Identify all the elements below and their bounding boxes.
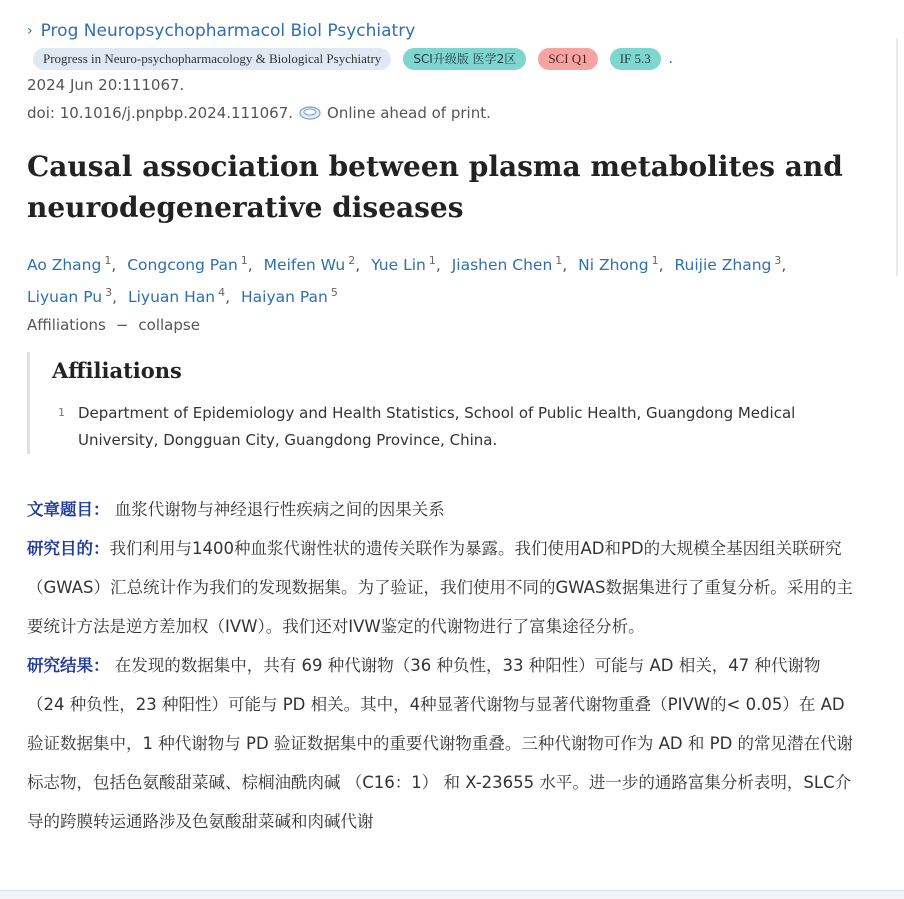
- author-link[interactable]: Congcong Pan $^1$: [127, 254, 248, 275]
- affiliations-panel: [27, 352, 830, 454]
- article-title: Causal association between plasma metabolites and neurodegenerative diseases: [27, 150, 843, 224]
- bottom-bar: [0, 890, 904, 899]
- author-link[interactable]: Ao Zhang $^1$: [27, 254, 112, 275]
- author-link[interactable]: Yue Lin $^1$: [371, 254, 436, 275]
- collapse-dash-icon: −: [115, 316, 129, 334]
- summary-result: [27, 646, 857, 841]
- journal-tags: [33, 48, 673, 70]
- doi-line: [27, 104, 491, 122]
- summary-result-text: 在发现的数据集中，共有 69 种代谢物（36 种负性，33 种阳性）可能与 AD 相关，47 种代谢物（24 种负性，23 种阳性）可能与 PD 相关。其中，4种显著代谢物与显著代谢物重叠（PIVW的< 0.05）在 AD 验证数据集中，1 种代谢物与 PD 验证数据集中的重要代谢物重叠。三种代谢物可作为 AD 和 PD 的常见潜在代谢标志物，包括色氨酸甜菜碱、棕榈油酰肉碱 （C16：1） 和 X-23655 水平。进一步的通路富集分析表明，SLC介导的跨膜转运通路涉及色氨酸甜菜碱和肉碱代谢: [27, 656, 854, 831]
- author-link[interactable]: Liyuan Pu $^3$: [27, 286, 113, 307]
- scrollbar-track[interactable]: [896, 38, 898, 276]
- summary-aim-text: 我们利用与1400种血浆代谢性状的遗传关联作为暴露。我们使用AD和PD的大规模全基因组关联研究（GWAS）汇总统计作为我们的发现数据集。为了验证，我们使用不同的GWAS数据集进行了重复分析。采用的主要统计方法是逆方差加权（IVW）。我们还对IVW鉴定的代谢物进行了富集途径分析。: [27, 539, 853, 636]
- sci-quartile-badge: SCI Q1: [538, 48, 597, 70]
- journal-name[interactable]: Prog Neuropsychopharmacol Biol Psychiatry: [40, 21, 416, 41]
- summary-title-label: 文章题目：: [27, 500, 110, 519]
- author-link[interactable]: Jiashen Chen $^1$: [451, 254, 563, 275]
- affiliations-toggle[interactable]: [27, 316, 200, 334]
- publication-status: Online ahead of print.: [327, 104, 491, 122]
- author-link[interactable]: Meifen Wu $^2$: [263, 254, 356, 275]
- summary-title-text: 血浆代谢物与神经退行性疾病之间的因果关系: [114, 500, 445, 519]
- chevron-right-icon: ›: [27, 23, 33, 39]
- affiliation-number: 1: [58, 406, 65, 419]
- author-link[interactable]: Ni Zhong $^1$: [578, 254, 659, 275]
- author-link[interactable]: Liyuan Han $^4$: [127, 286, 226, 307]
- doi-link[interactable]: doi: 10.1016/j.pnpbp.2024.111067.: [27, 104, 294, 122]
- affiliations-toggle-label: Affiliations: [27, 316, 106, 334]
- summary-title: [27, 490, 857, 529]
- impact-factor-badge: IF 5.3: [610, 48, 661, 70]
- sci-upgrade-badge: SCI升级版 医学2区: [403, 48, 526, 70]
- summary-result-label: 研究结果：: [27, 656, 110, 675]
- publication-date: 2024 Jun 20:111067.: [27, 76, 185, 94]
- affiliation-text: Department of Epidemiology and Health Statistics, School of Public Health, Guangdong Medical University, Dongguan City, Guangdong Province, China.: [78, 404, 796, 449]
- online-status-icon: [299, 106, 321, 120]
- summary-aim-label: 研究目的：: [27, 539, 110, 558]
- collapse-label: collapse: [138, 316, 200, 334]
- tags-trailing-dot: .: [668, 50, 673, 67]
- author-link[interactable]: Haiyan Pan $^5$: [241, 286, 338, 307]
- journal-full-name-badge: Progress in Neuro-psychopharmacology & Biological Psychiatry: [33, 48, 391, 70]
- author-link[interactable]: Ruijie Zhang $^3$: [674, 254, 782, 275]
- summary-aim: [27, 529, 857, 646]
- journal-link[interactable]: [27, 21, 415, 41]
- chinese-summary: [27, 490, 857, 841]
- author-list: Ao Zhang $^1$, Congcong Pan $^1$, Meifen Wu $^2$, Yue Lin $^1$, Jiashen Chen $^1$, Ni Zhong $^1$, Ruijie Zhang $^3$, Liyuan Pu $^3$, Liyuan Han $^4$, Haiyan Pan $^5$: [27, 254, 787, 307]
- affiliations-heading: Affiliations: [52, 358, 182, 383]
